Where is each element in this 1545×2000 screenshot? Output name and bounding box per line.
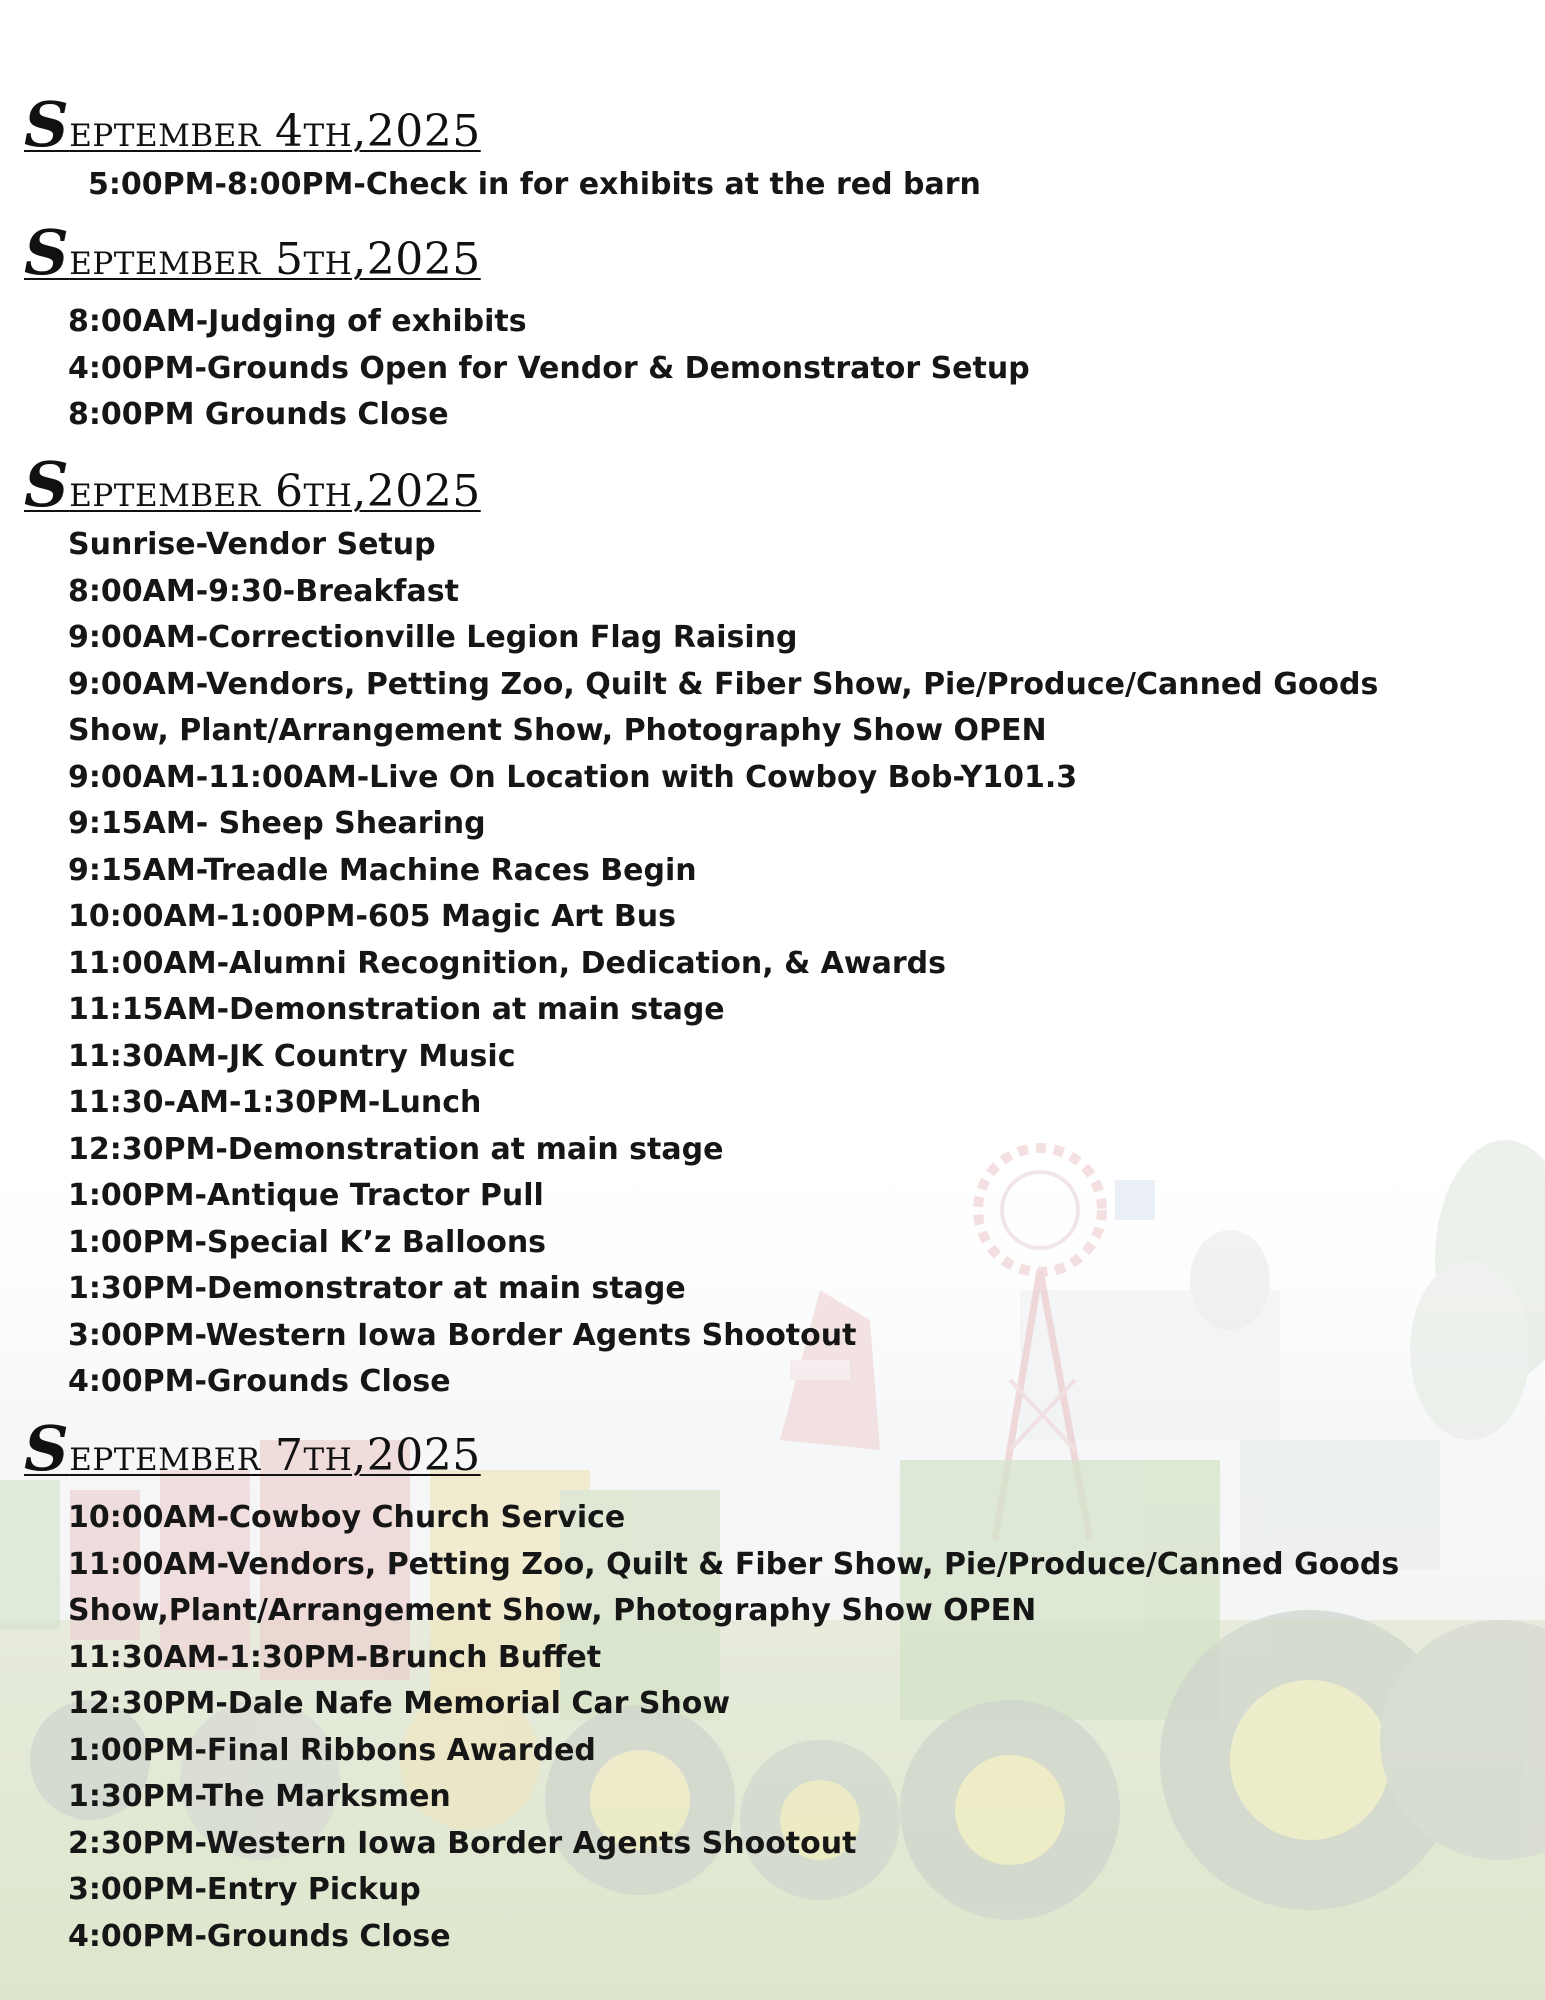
event-item: 11:30AM-JK Country Music xyxy=(68,1038,516,1074)
event-item: 1:30PM-Demonstrator at main stage xyxy=(68,1271,686,1306)
event-item: 11:30AM-1:30PM-Brunch Buffet xyxy=(68,1639,602,1675)
event-item: 9:00AM-Correctionville Legion Flag Raising xyxy=(68,620,798,655)
event-item: 9:00AM-11:00AM-Live On Location with Cowboy Bob-Y101.3 xyxy=(68,759,1078,795)
event-item: Show, Plant/Arrangement Show, Photography Show OPEN xyxy=(68,713,1047,748)
event-list-sept-4 xyxy=(88,162,1488,209)
event-item: 4:00PM-Grounds Open for Vendor & Demonstrator Setup xyxy=(68,350,1030,386)
event-item: Sunrise-Vendor Setup xyxy=(68,527,436,562)
event-item: 9:15AM-Treadle Machine Races Begin xyxy=(68,852,697,888)
event-item: 9:00AM-Vendors, Petting Zoo, Quilt & Fiber Show, Pie/Produce/Canned Goods xyxy=(68,666,1379,702)
event-item: 8:00AM-Judging of exhibits xyxy=(68,304,527,339)
event-list-sept-7 xyxy=(68,1495,1468,1960)
event-item: 11:00AM-Vendors, Petting Zoo, Quilt & Fiber Show, Pie/Produce/Canned Goods xyxy=(68,1546,1400,1582)
event-item: 11:00AM-Alumni Recognition, Dedication, & Awards xyxy=(68,945,946,981)
event-item: 1:00PM-Special K’z Balloons xyxy=(68,1224,547,1260)
event-item: 1:00PM-Antique Tractor Pull xyxy=(68,1178,544,1213)
event-item: 3:00PM-Western Iowa Border Agents Shootout xyxy=(68,1317,857,1353)
day-heading-sept-7: September 7th,2025 xyxy=(24,1412,481,1485)
event-item: 4:00PM-Grounds Close xyxy=(68,1918,451,1954)
event-item: 3:00PM-Entry Pickup xyxy=(68,1872,421,1907)
event-item: 12:30PM-Demonstration at main stage xyxy=(68,1131,724,1167)
event-item: 10:00AM-Cowboy Church Service xyxy=(68,1500,626,1535)
event-item: 2:30PM-Western Iowa Border Agents Shootout xyxy=(68,1825,857,1861)
event-item: 1:00PM-Final Ribbons Awarded xyxy=(68,1732,596,1768)
day-heading-sept-4: September 4th,2025 xyxy=(24,88,481,161)
event-list-sept-5 xyxy=(68,299,1468,439)
event-item: 9:15AM- Sheep Shearing xyxy=(68,806,486,841)
event-item: 10:00AM-1:00PM-605 Magic Art Bus xyxy=(68,899,676,934)
event-item: Show,Plant/Arrangement Show, Photography Show OPEN xyxy=(68,1593,1037,1628)
event-item: 8:00PM Grounds Close xyxy=(68,397,449,432)
event-item: 11:15AM-Demonstration at main stage xyxy=(68,992,725,1027)
day-heading-sept-6: September 6th,2025 xyxy=(24,448,481,521)
event-item: 11:30-AM-1:30PM-Lunch xyxy=(68,1085,482,1120)
event-item: 8:00AM-9:30-Breakfast xyxy=(68,573,459,609)
event-item: 4:00PM-Grounds Close xyxy=(68,1364,451,1399)
event-item: 5:00PM-8:00PM-Check in for exhibits at the red barn xyxy=(88,167,981,202)
event-item: 12:30PM-Dale Nafe Memorial Car Show xyxy=(68,1686,731,1721)
day-heading-sept-5: September 5th,2025 xyxy=(24,216,481,289)
event-list-sept-6 xyxy=(68,522,1468,1406)
event-item: 1:30PM-The Marksmen xyxy=(68,1779,451,1814)
